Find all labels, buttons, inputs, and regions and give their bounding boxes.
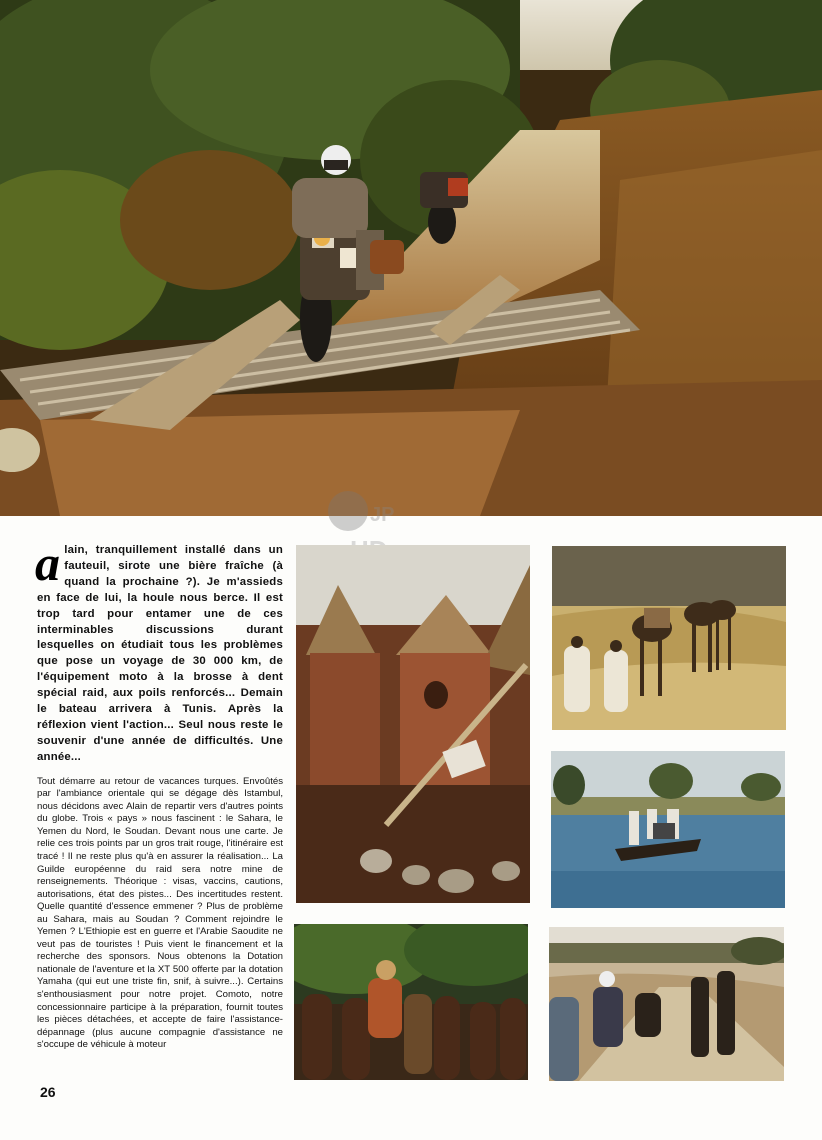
article-body: Tout démarre au retour de vacances turques. Envoûtés par l'ambiance orientale qui se dégage dès Istambul, nous décidons avec Alain de repartir vers d'autres points du globe. Trois « pays » nous fascinent : le Sahara, le Yemen du Nord, le Soudan. Devant nous une carte. Je relie ces trois points par un gros trait rouge, l'itinéraire est tracé ! Il ne reste plus qu'à en assurer la réalisation... La Guilde européenne du raid sera notre mine de renseignements. Théorique : visas, vaccins, cautions, autorisations, état des pistes... Des incertitudes restent. Quelle quantité d'essence emmener ? Plus de problème au Sahara, mais au Soudan ? Comment rejoindre le Yemen ? L'Ethiopie est en guerre et l'Arabie Saoudite ne veut pas de touristes ! Puis vient le financement et la recherche des sponsors. Nous obtenons la Dotation nationale de l'aventure et la XT 500 offerte par la dotation Yamaha (qui eut une triste fin, snif, à suivre...). Certains s'enthousiasment pour notre projet. Comoto, notre concessionnaire participe à la préparation, fournit toutes les pièces détachées, et accepte de faire l'assistance-dépannage (plus aucune compagnie d'assistance ne s'occupe de véhicule à moteur	[37, 775, 283, 1051]
photo-desert-camels	[552, 546, 786, 730]
photo-sandy-track	[549, 927, 784, 1081]
intro-text: lain, tranquillement installé dans un fauteuil, sirote une bière fraîche (à quand la prochaine ?). Je m'assieds en face de lui, la houle nous berce. Il est trop tard pour entamer une de ces interminables discussions durant lesquelles on étudiait tous les problèmes que pose un voyage de 30 000 km, de l'équipement moto à la brosse à dent spécial raid, aux poils renforcés... Demain le bateau arrivera à Tunis. Après la réflexion vient l'action... Seul nous reste le souvenir d'une année de difficultés. Une année...	[37, 544, 283, 763]
article-intro	[35, 535, 283, 766]
hero-photo-motorcycle-bridge	[0, 0, 822, 516]
svg-text:JP: JP	[370, 504, 395, 526]
drop-cap: a	[35, 535, 61, 591]
photo-pirogue-river	[551, 751, 785, 908]
photo-forest-villagers	[294, 924, 528, 1080]
photo-granaries	[296, 545, 530, 903]
article-column	[35, 535, 283, 1052]
page-number: 26	[40, 1084, 56, 1100]
